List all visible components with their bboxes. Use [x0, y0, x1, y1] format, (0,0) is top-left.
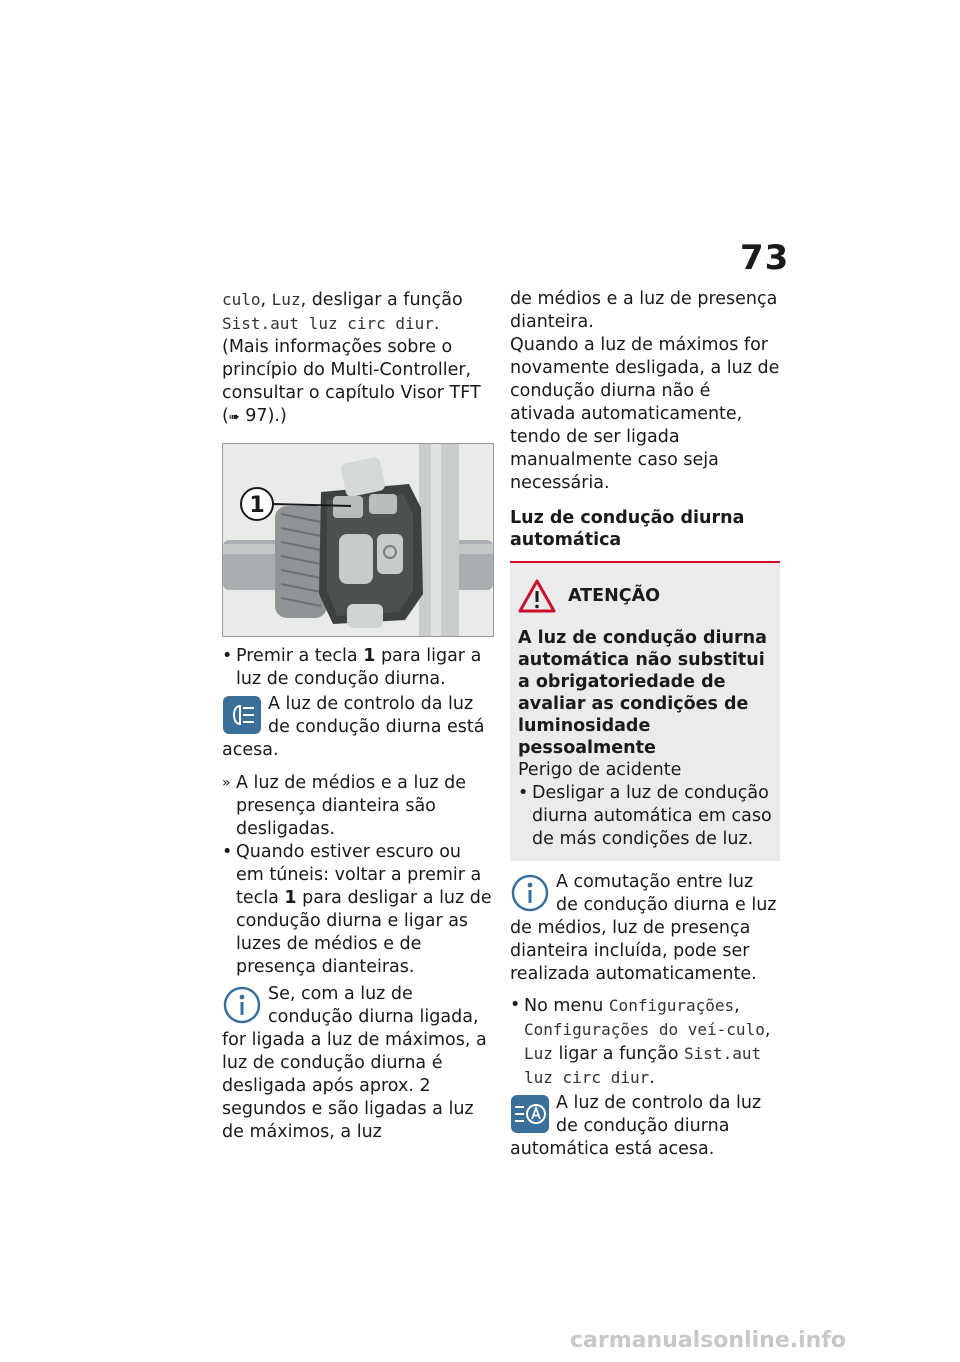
- section-heading: Luz de condução diurna automática: [510, 508, 745, 550]
- continued-text: de médios e a luz de presença dianteira.: [510, 289, 778, 332]
- warning-headline: A luz de condução diurna automática não substitui a obrigatoriedade de avaliar as condições de luminosidade pessoalmente: [518, 628, 767, 758]
- drl-auto-lamp-icon: [510, 1094, 550, 1134]
- warning-hazard: Perigo de acidente: [518, 760, 682, 780]
- switching-note: A comutação entre luz de condução diurna e luz de médios, luz de presença dianteira incluída, pode ser realizada automaticamente.: [510, 872, 777, 984]
- page-ref-arrow-icon: ➠: [228, 410, 240, 425]
- high-beam-note: Se, com a luz de condução diurna ligada, for ligada a luz de máximos, a luz de condução diurna é desligada após aprox. 2 segundos e são ligadas a luz de máximos, a luz: [222, 984, 487, 1142]
- page-number: 73: [740, 238, 790, 278]
- warning-title: ATENÇÃO: [568, 585, 660, 606]
- warning-box: [510, 563, 780, 861]
- result-text: » A luz de médios e a luz de presença dianteira são desligadas.: [222, 772, 494, 841]
- left-column: [222, 288, 494, 1144]
- auto-indicator-note: A luz de controlo da luz de condução diurna automática está acesa.: [510, 1093, 762, 1159]
- intro-paragraph: culo, Luz, desligar a função Sist.aut luz circ diur. (Mais informações sobre o princípio do Multi-Controller, consultar o capítulo Visor TFT (➠ 97).): [222, 290, 481, 426]
- figure-callout-1: 1: [249, 493, 265, 518]
- step-tunnel: • Quando estiver escuro ou em túneis: voltar a premir a tecla 1 para desligar a luz de condução diurna e ligar as luzes de médios e de presença dianteiras.: [222, 841, 494, 979]
- handlebar-illustration: [223, 444, 493, 636]
- info-icon: [222, 985, 262, 1025]
- warning-title-row: [518, 579, 772, 613]
- info-icon: [510, 873, 550, 913]
- footer-watermark: carmanualsonline.info: [570, 1328, 846, 1353]
- warning-triangle-icon: [518, 579, 556, 613]
- step-press-key: • Premir a tecla 1 para ligar a luz de condução diurna.: [222, 645, 494, 691]
- right-column: [510, 288, 780, 1161]
- function-name: Sist.aut luz circ diur: [222, 314, 434, 333]
- warning-measure: • Desligar a luz de condução diurna automática em caso de más condições de luz.: [518, 782, 772, 851]
- indicator-note: A luz de controlo da luz de condução diurna está acesa.: [222, 694, 485, 760]
- drl-lamp-icon: [222, 695, 262, 735]
- high-beam-off-paragraph: Quando a luz de máximos for novamente desligada, a luz de condução diurna não é ativada automaticamente, tendo de ser ligada manualmente caso seja necessária.: [510, 335, 780, 493]
- menu-step: • No menu Configurações, Configurações do veí-culo, Luz ligar a função Sist.aut luz circ diur.: [510, 994, 780, 1090]
- handlebar-switch-figure: [222, 443, 494, 637]
- menu-path-part: Luz: [271, 290, 301, 309]
- menu-path-part: culo: [222, 290, 261, 309]
